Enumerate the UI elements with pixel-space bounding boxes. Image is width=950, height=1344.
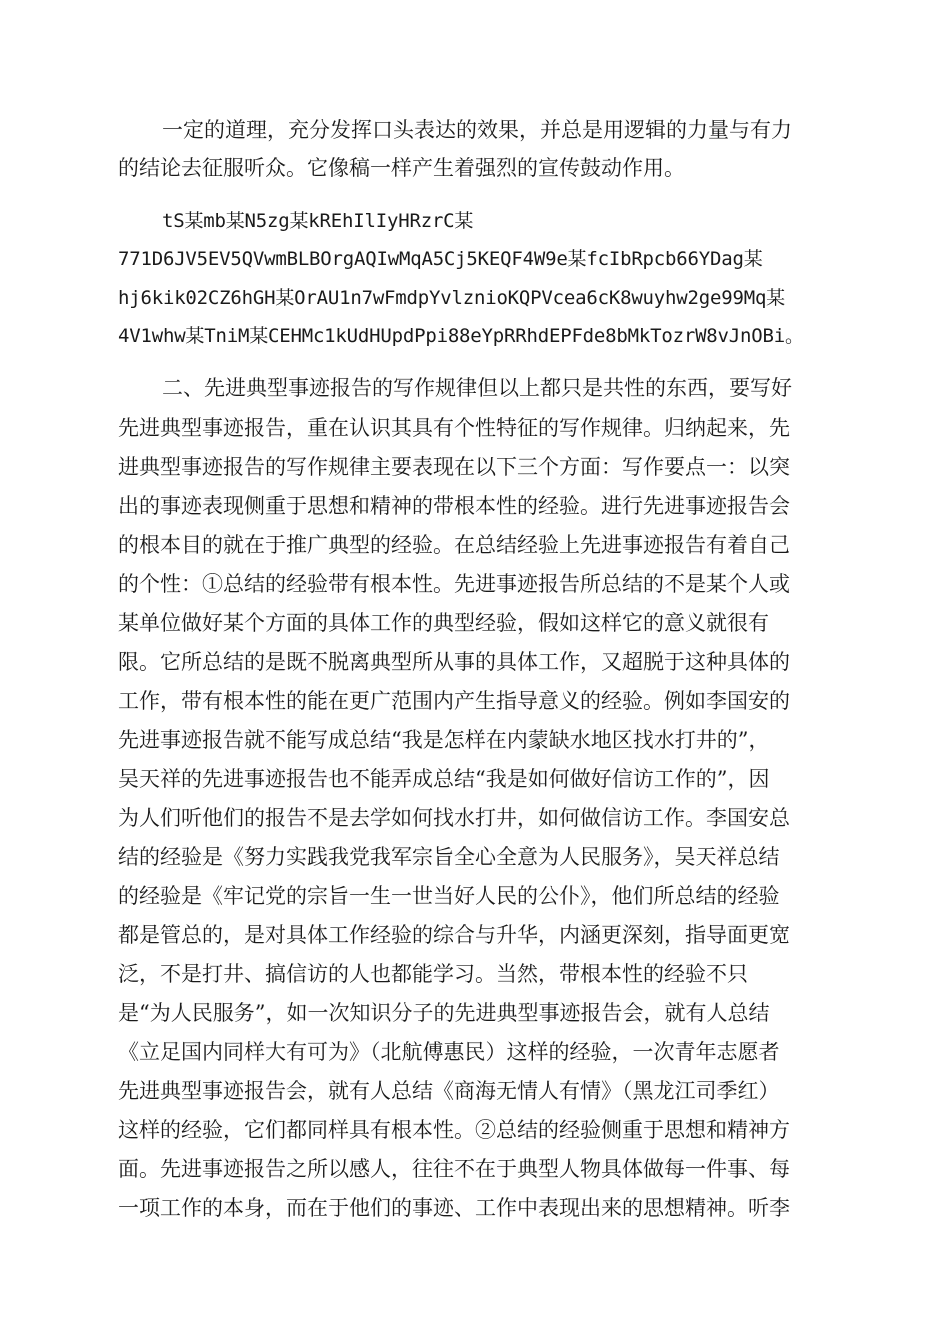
paragraph-3-line-9: 工作，带有根本性的能在更广范围内产生指导意义的经验。例如李国安的: [118, 689, 790, 713]
paragraph-3-line-2: 先进典型事迹报告，重在认识其具有个性特征的写作规律。归纳起来，先: [118, 416, 790, 440]
paragraph-3-line-20: 这样的经验，它们都同样具有根本性。②总结的经验侧重于思想和精神方: [118, 1118, 790, 1142]
paragraph-3-line-6: 的个性：①总结的经验带有根本性。先进事迹报告所总结的不是某个人或: [118, 572, 790, 596]
paragraph-3-line-19: 先进典型事迹报告会，就有人总结《商海无情人有情》（黑龙江司季红）: [118, 1079, 780, 1103]
paragraph-3-line-14: 的经验是《牢记党的宗旨一生一世当好人民的公仆》，他们所总结的经验: [118, 884, 780, 908]
paragraph-3-line-22: 一项工作的本身，而在于他们的事迹、工作中表现出来的思想精神。听李: [118, 1196, 790, 1220]
paragraph-2-line-1: tS某mb某N5zg某kREhIlIyHRzrC某: [162, 210, 474, 232]
paragraph-3-line-12: 为人们听他们的报告不是去学如何找水打井，如何做信访工作。李国安总: [118, 806, 790, 830]
paragraph-2-line-2: 771D6JV5EV5QVwmBLBOrgAQIwMqA5Cj5KEQF4W9e某fcIbRpcb66YDag某: [118, 248, 763, 270]
paragraph-3-line-3: 进典型事迹报告的写作规律主要表现在以下三个方面：写作要点一：以突: [118, 455, 790, 479]
paragraph-3-line-10: 先进事迹报告就不能写成总结“我是怎样在内蒙缺水地区找水打井的”，: [118, 728, 770, 752]
paragraph-3-line-18: 《立足国内同样大有可为》（北航傅惠民）这样的经验，一次青年志愿者: [118, 1040, 780, 1064]
paragraph-3-line-21: 面。先进事迹报告之所以感人，往往不在于典型人物具体做每一件事、每: [118, 1157, 790, 1181]
paragraph-3-line-13: 结的经验是《努力实践我党我军宗旨全心全意为人民服务》，吴天祥总结: [118, 845, 780, 869]
paragraph-3-line-16: 泛，不是打井、搞信访的人也都能学习。当然，带根本性的经验不只: [118, 962, 748, 986]
paragraph-2-line-3: hj6kik02CZ6hGH某OrAU1n7wFmdpYvlznioKQPVcea6cK8wuyhw2ge99Mq某: [118, 287, 785, 309]
paragraph-3-line-8: 限。它所总结的是既不脱离典型所从事的具体工作，又超脱于这种具体的: [118, 650, 790, 674]
paragraph-1-line-2: 的结论去征服听众。它像稿一样产生着强烈的宣传鼓动作用。: [118, 156, 685, 180]
paragraph-2-line-4: 4V1whw某TniM某CEHMc1kUdHUpdPpi88eYpRRhdEPFde8bMkTozrW8vJnOBi。: [118, 325, 804, 347]
paragraph-3-line-5: 的根本目的就在于推广典型的经验。在总结经验上先进事迹报告有着自己: [118, 533, 790, 557]
paragraph-3-line-17: 是“为人民服务”，如一次知识分子的先进典型事迹报告会，就有人总结: [118, 1001, 770, 1025]
paragraph-3-line-4: 出的事迹表现侧重于思想和精神的带根本性的经验。进行先进事迹报告会: [118, 494, 790, 518]
paragraph-3-line-11: 吴天祥的先进事迹报告也不能弄成总结“我是如何做好信访工作的”，因: [118, 767, 770, 791]
paragraph-1-line-1: 一定的道理，充分发挥口头表达的效果，并总是用逻辑的力量与有力: [162, 118, 792, 142]
paragraph-3-line-7: 某单位做好某个方面的具体工作的典型经验，假如这样它的意义就很有: [118, 611, 769, 635]
paragraph-3-line-1: 二、先进典型事迹报告的写作规律但以上都只是共性的东西，要写好: [162, 376, 792, 400]
paragraph-3-line-15: 都是管总的，是对具体工作经验的综合与升华，内涵更深刻，指导面更宽: [118, 923, 790, 947]
